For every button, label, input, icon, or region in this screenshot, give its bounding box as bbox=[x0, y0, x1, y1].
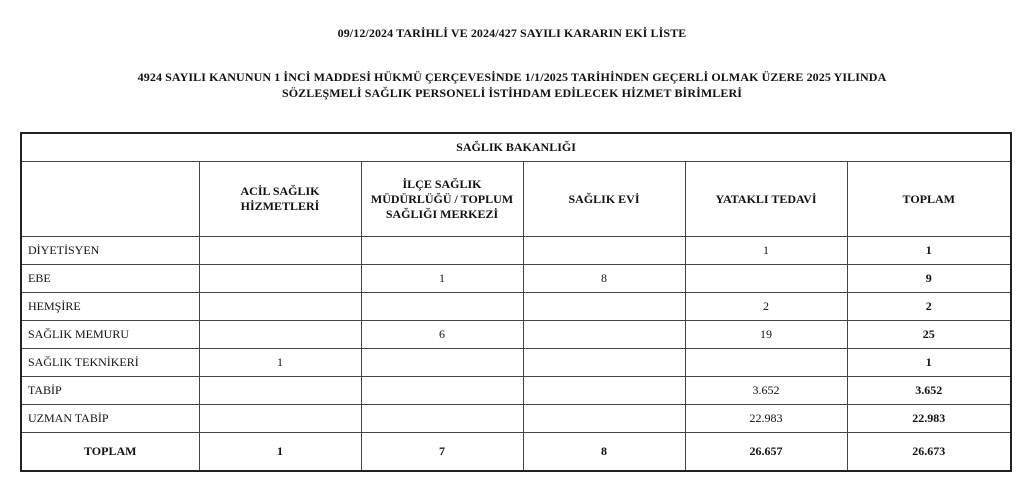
cell-toplam: 25 bbox=[847, 321, 1011, 349]
table-row bbox=[21, 265, 1011, 293]
table-row bbox=[21, 321, 1011, 349]
cell-toplam: 3.652 bbox=[847, 377, 1011, 405]
table-row bbox=[21, 237, 1011, 265]
column-header-ilce: İLÇE SAĞLIK MÜDÜRLÜĞÜ / TOPLUM SAĞLIĞI MERKEZİ bbox=[361, 162, 523, 237]
cell-ilce bbox=[361, 377, 523, 405]
cell-acil bbox=[199, 377, 361, 405]
cell-yatakli: 3.652 bbox=[685, 377, 847, 405]
cell-ilce: 6 bbox=[361, 321, 523, 349]
cell-yatakli bbox=[685, 265, 847, 293]
total-saglik-evi: 8 bbox=[523, 433, 685, 472]
cell-saglik-evi bbox=[523, 237, 685, 265]
row-label: DİYETİSYEN bbox=[21, 237, 199, 265]
cell-acil bbox=[199, 293, 361, 321]
row-label: SAĞLIK MEMURU bbox=[21, 321, 199, 349]
total-toplam: 26.673 bbox=[847, 433, 1011, 472]
cell-saglik-evi bbox=[523, 349, 685, 377]
list-title: 09/12/2024 TARİHLİ VE 2024/427 SAYILI KARARIN EKİ LİSTE bbox=[337, 26, 687, 40]
table-row bbox=[21, 405, 1011, 433]
column-header-acil: ACİL SAĞLIK HİZMETLERİ bbox=[199, 162, 361, 237]
total-yatakli: 26.657 bbox=[685, 433, 847, 472]
column-header-toplam: TOPLAM bbox=[847, 162, 1011, 237]
cell-toplam: 22.983 bbox=[847, 405, 1011, 433]
personnel-table bbox=[20, 132, 1012, 472]
column-header-saglik-evi: SAĞLIK EVİ bbox=[523, 162, 685, 237]
total-label: TOPLAM bbox=[21, 433, 199, 472]
cell-yatakli: 22.983 bbox=[685, 405, 847, 433]
row-label: HEMŞİRE bbox=[21, 293, 199, 321]
cell-acil bbox=[199, 321, 361, 349]
cell-yatakli: 1 bbox=[685, 237, 847, 265]
cell-toplam: 9 bbox=[847, 265, 1011, 293]
list-subtitle bbox=[0, 69, 1024, 101]
column-header-empty bbox=[21, 162, 199, 237]
total-row bbox=[21, 433, 1011, 472]
cell-acil bbox=[199, 405, 361, 433]
cell-saglik-evi bbox=[523, 405, 685, 433]
cell-yatakli bbox=[685, 349, 847, 377]
cell-toplam: 1 bbox=[847, 237, 1011, 265]
cell-saglik-evi bbox=[523, 321, 685, 349]
table-row bbox=[21, 377, 1011, 405]
cell-yatakli: 19 bbox=[685, 321, 847, 349]
cell-ilce bbox=[361, 293, 523, 321]
cell-acil bbox=[199, 237, 361, 265]
cell-toplam: 1 bbox=[847, 349, 1011, 377]
row-label: TABİP bbox=[21, 377, 199, 405]
cell-acil: 1 bbox=[199, 349, 361, 377]
list-subtitle-line-2: SÖZLEŞMELİ SAĞLIK PERSONELİ İSTİHDAM EDİLECEK HİZMET BİRİMLERİ bbox=[281, 86, 743, 100]
cell-toplam: 2 bbox=[847, 293, 1011, 321]
cell-ilce bbox=[361, 237, 523, 265]
row-label: SAĞLIK TEKNİKERİ bbox=[21, 349, 199, 377]
row-label: UZMAN TABİP bbox=[21, 405, 199, 433]
cell-ilce: 1 bbox=[361, 265, 523, 293]
cell-yatakli: 2 bbox=[685, 293, 847, 321]
column-header-yatakli: YATAKLI TEDAVİ bbox=[685, 162, 847, 237]
total-acil: 1 bbox=[199, 433, 361, 472]
cell-ilce bbox=[361, 349, 523, 377]
cell-saglik-evi: 8 bbox=[523, 265, 685, 293]
row-label: EBE bbox=[21, 265, 199, 293]
cell-saglik-evi bbox=[523, 377, 685, 405]
ministry-header: SAĞLIK BAKANLIĞI bbox=[21, 133, 1011, 162]
cell-saglik-evi bbox=[523, 293, 685, 321]
column-header-row bbox=[21, 162, 1011, 237]
cell-acil bbox=[199, 265, 361, 293]
total-ilce: 7 bbox=[361, 433, 523, 472]
table-row bbox=[21, 349, 1011, 377]
cell-ilce bbox=[361, 405, 523, 433]
table-row bbox=[21, 293, 1011, 321]
list-subtitle-line-1: 4924 SAYILI KANUNUN 1 İNCİ MADDESİ HÜKMÜ ÇERÇEVESİNDE 1/1/2025 TARİHİNDEN GEÇERLİ OLMAK ÜZERE 2025 YILINDA bbox=[137, 70, 887, 84]
